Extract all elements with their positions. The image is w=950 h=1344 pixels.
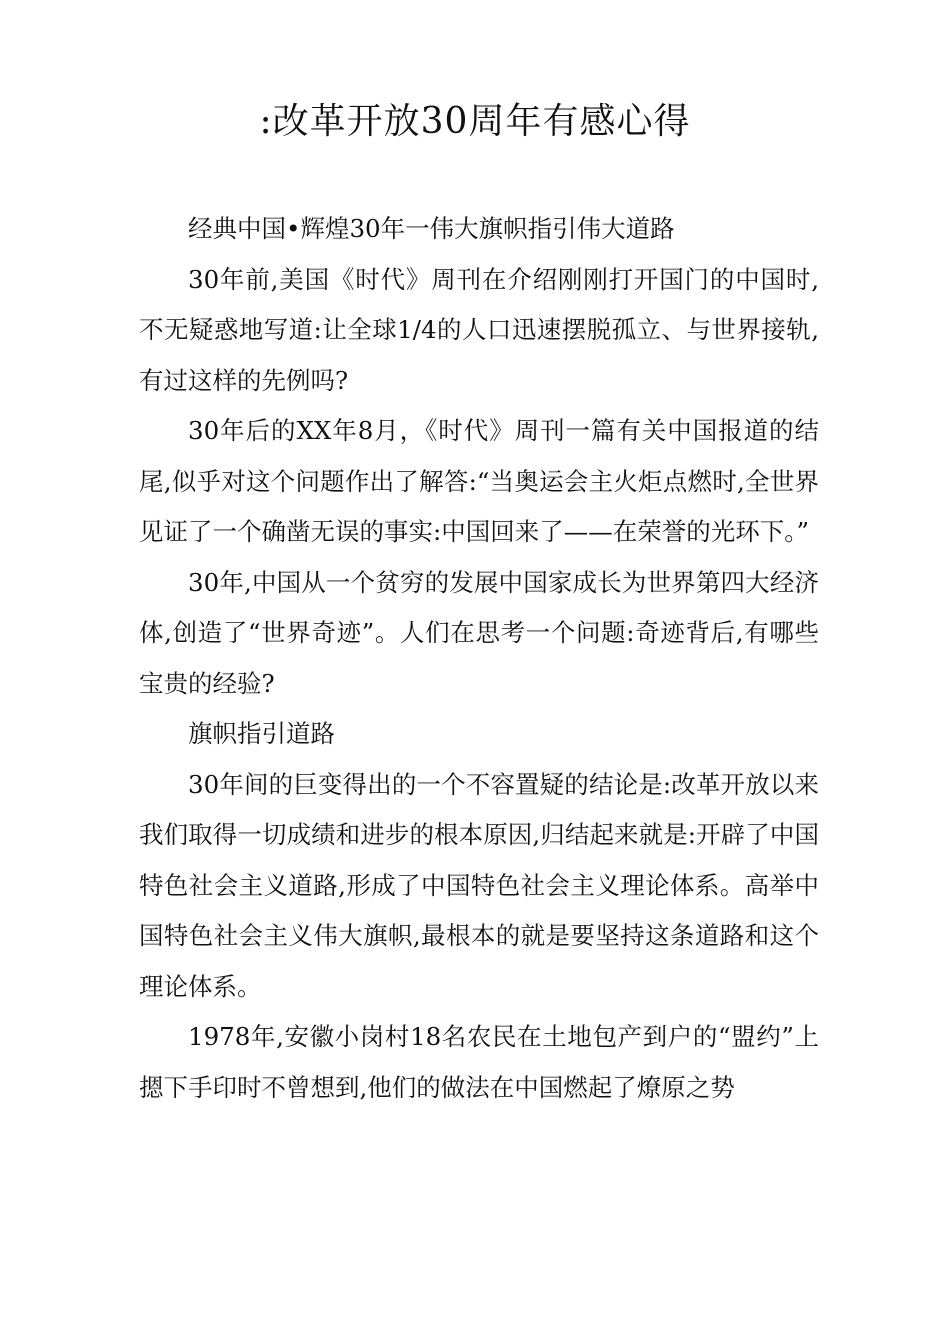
paragraph: 1978年,安徽小岗村18名农民在土地包产到户的“盟约”上摁下手印时不曾想到,他们的做法在中国燃起了燎原之势 [139,1022,819,1102]
paragraph: 经典中国•辉煌30年一伟大旗帜指引伟大道路 [188,214,675,243]
document-title: :改革开放30周年有感心得 [259,101,691,142]
section-heading: 旗帜指引道路 [188,719,335,748]
document-body [139,204,819,1113]
paragraph: 30年后的XX年8月，《时代》周刊一篇有关中国报道的结尾,似乎对这个问题作出了解答:“当奥运会主火炬点燃时,全世界见证了一个确凿无误的事实:中国回来了——在荣誉的光环下。” [139,416,819,546]
paragraph: 30年,中国从一个贫穷的发展中国家成长为世界第四大经济体,创造了“世界奇迹”。人们在思考一个问题:奇迹背后,有哪些宝贵的经验? [139,567,819,698]
paragraph: 30年间的巨变得出的一个不容置疑的结论是:改革开放以来我们取得一切成绩和进步的根本原因,归结起来就是:开辟了中国特色社会主义道路,形成了中国特色社会主义理论体系。高举中国特色社会主义伟大旗帜,最根本的就是要坚持这条道路和这个理论体系。 [139,769,819,1001]
paragraph: 30年前,美国《时代》周刊在介绍刚刚打开国门的中国时,不无疑惑地写道:让全球1/4的人口迅速摆脱孤立、与世界接轨,有过这样的先例吗? [139,264,819,395]
